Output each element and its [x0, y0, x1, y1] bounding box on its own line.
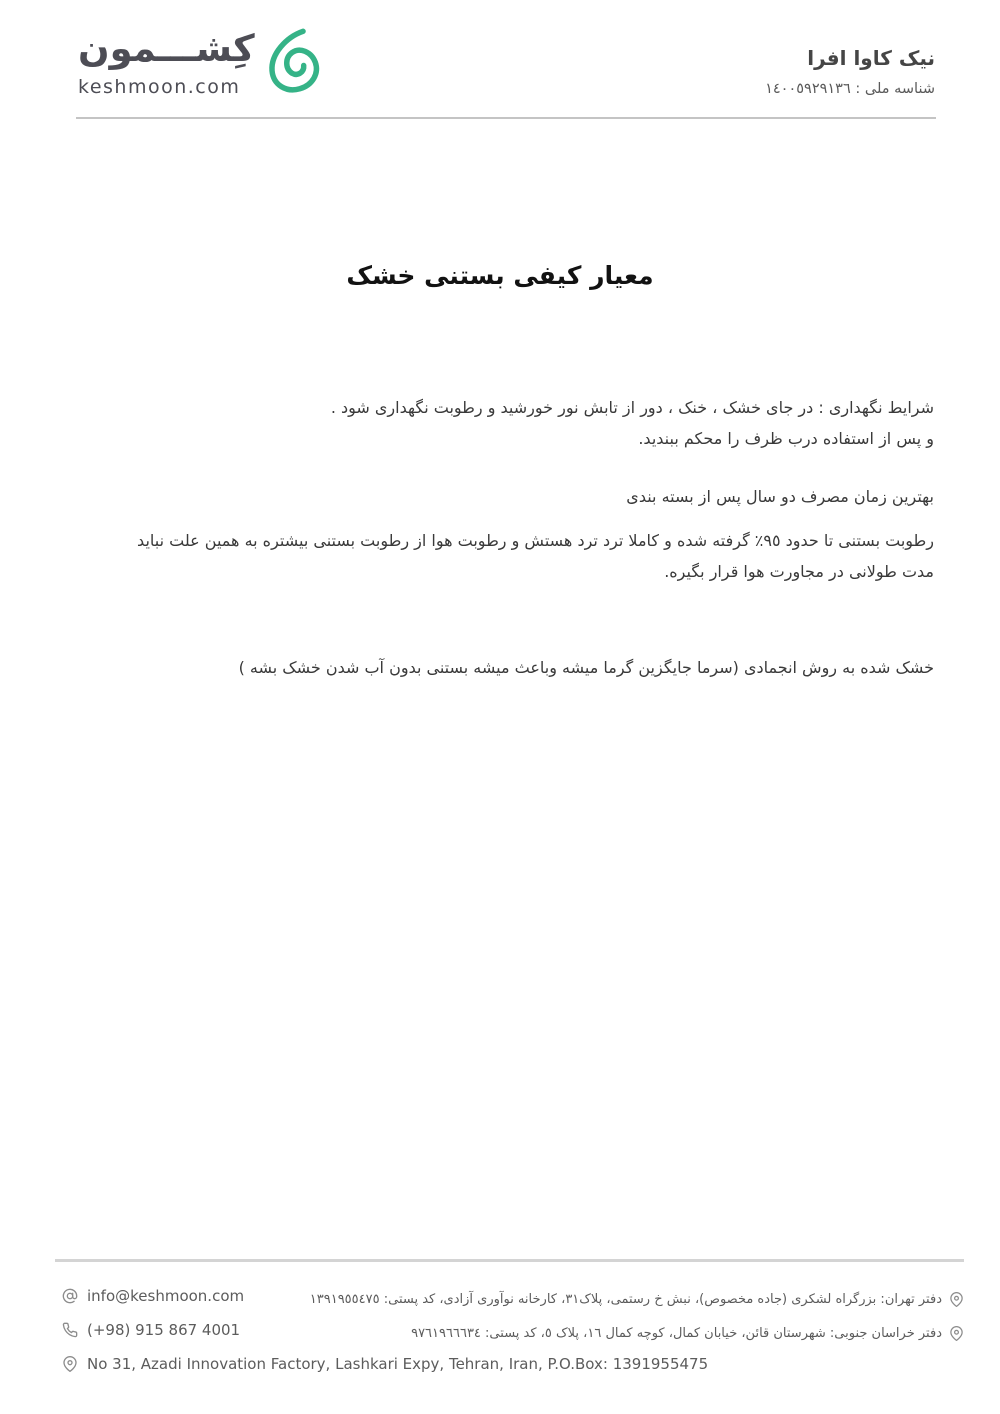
- paragraph-line: رطوبت بستنی تا حدود ٩٥٪ گرفته شده و کاملا ترد ترد هستش و رطوبت هوا از رطوبت بستنی بیشتره به همین علت نباید: [137, 531, 934, 550]
- footer-office-tehran: دفتر تهران: بزرگراه لشکری (جاده مخصوص)، نبش خ رستمی، پلاک٣١، کارخانه نوآوری آزادی، کد پستی: ١٣٩١٩٥٥٤٧٥: [309, 1291, 942, 1307]
- paragraph-line: و پس از استفاده درب ظرف را محکم ببندید.: [638, 429, 934, 448]
- phone-icon: [62, 1322, 78, 1338]
- brand-logo-text: [78, 22, 255, 98]
- paragraph-moisture: [65, 525, 934, 587]
- footer-phone: (+98) 915 867 4001: [87, 1321, 241, 1339]
- company-national-id: شناسه ملی : ١٤٠٠٥٩٢٩١٣٦: [765, 81, 935, 97]
- paragraph-storage-conditions: [65, 392, 934, 454]
- paragraph-line: شرایط نگهداری : در جای خشک ، خنک ، دور از تابش نور خورشید و رطوبت نگهداری شود .: [330, 398, 934, 417]
- map-pin-icon: [949, 1326, 964, 1341]
- document-title: معیار کیفی بستنی خشک: [346, 261, 654, 290]
- brand-logo: [78, 22, 325, 100]
- paragraph-line: خشک شده به روش انجمادی (سرما جایگزین گرما میشه وباعث میشه بستنی بدون آب شدن خشک بشه ): [238, 658, 934, 677]
- paragraph-freeze-dry-method: [65, 652, 934, 683]
- paragraph-line: مدت طولانی در مجاورت هوا قرار بگیره.: [664, 562, 934, 581]
- map-pin-icon: [949, 1292, 964, 1307]
- footer-offices-fa: [310, 1282, 964, 1350]
- company-identity: [765, 46, 935, 97]
- header-divider: [76, 117, 936, 119]
- paragraph-line: بهترین زمان مصرف دو سال پس از بسته بندی: [626, 487, 934, 506]
- brand-wordmark: کِشـــمون: [78, 27, 255, 70]
- footer-email: info@keshmoon.com: [87, 1287, 245, 1305]
- footer-office-tehran-row: [310, 1282, 964, 1316]
- footer-office-khorasan-row: [310, 1316, 964, 1350]
- footer-office-khorasan: دفتر خراسان جنوبی: شهرستان قائن، خیابان کمال، کوچه کمال ١٦، پلاک ٥، کد پستی: ٩٧٦١٩٦٦٦٣٤: [411, 1325, 942, 1341]
- keshmoon-spiral-icon: [263, 22, 325, 100]
- map-pin-icon: [62, 1356, 78, 1372]
- footer-address-en: No 31, Azadi Innovation Factory, Lashkari Expy, Tehran, Iran, P.O.Box: 1391955475: [87, 1355, 709, 1373]
- paragraph-best-before: [65, 481, 934, 512]
- footer-address-en-row: [62, 1347, 708, 1381]
- footer-divider: [55, 1259, 964, 1262]
- company-name: نیک کاوا افرا: [807, 46, 935, 70]
- brand-domain-url: keshmoon.com: [78, 76, 241, 98]
- at-sign-icon: [62, 1288, 78, 1304]
